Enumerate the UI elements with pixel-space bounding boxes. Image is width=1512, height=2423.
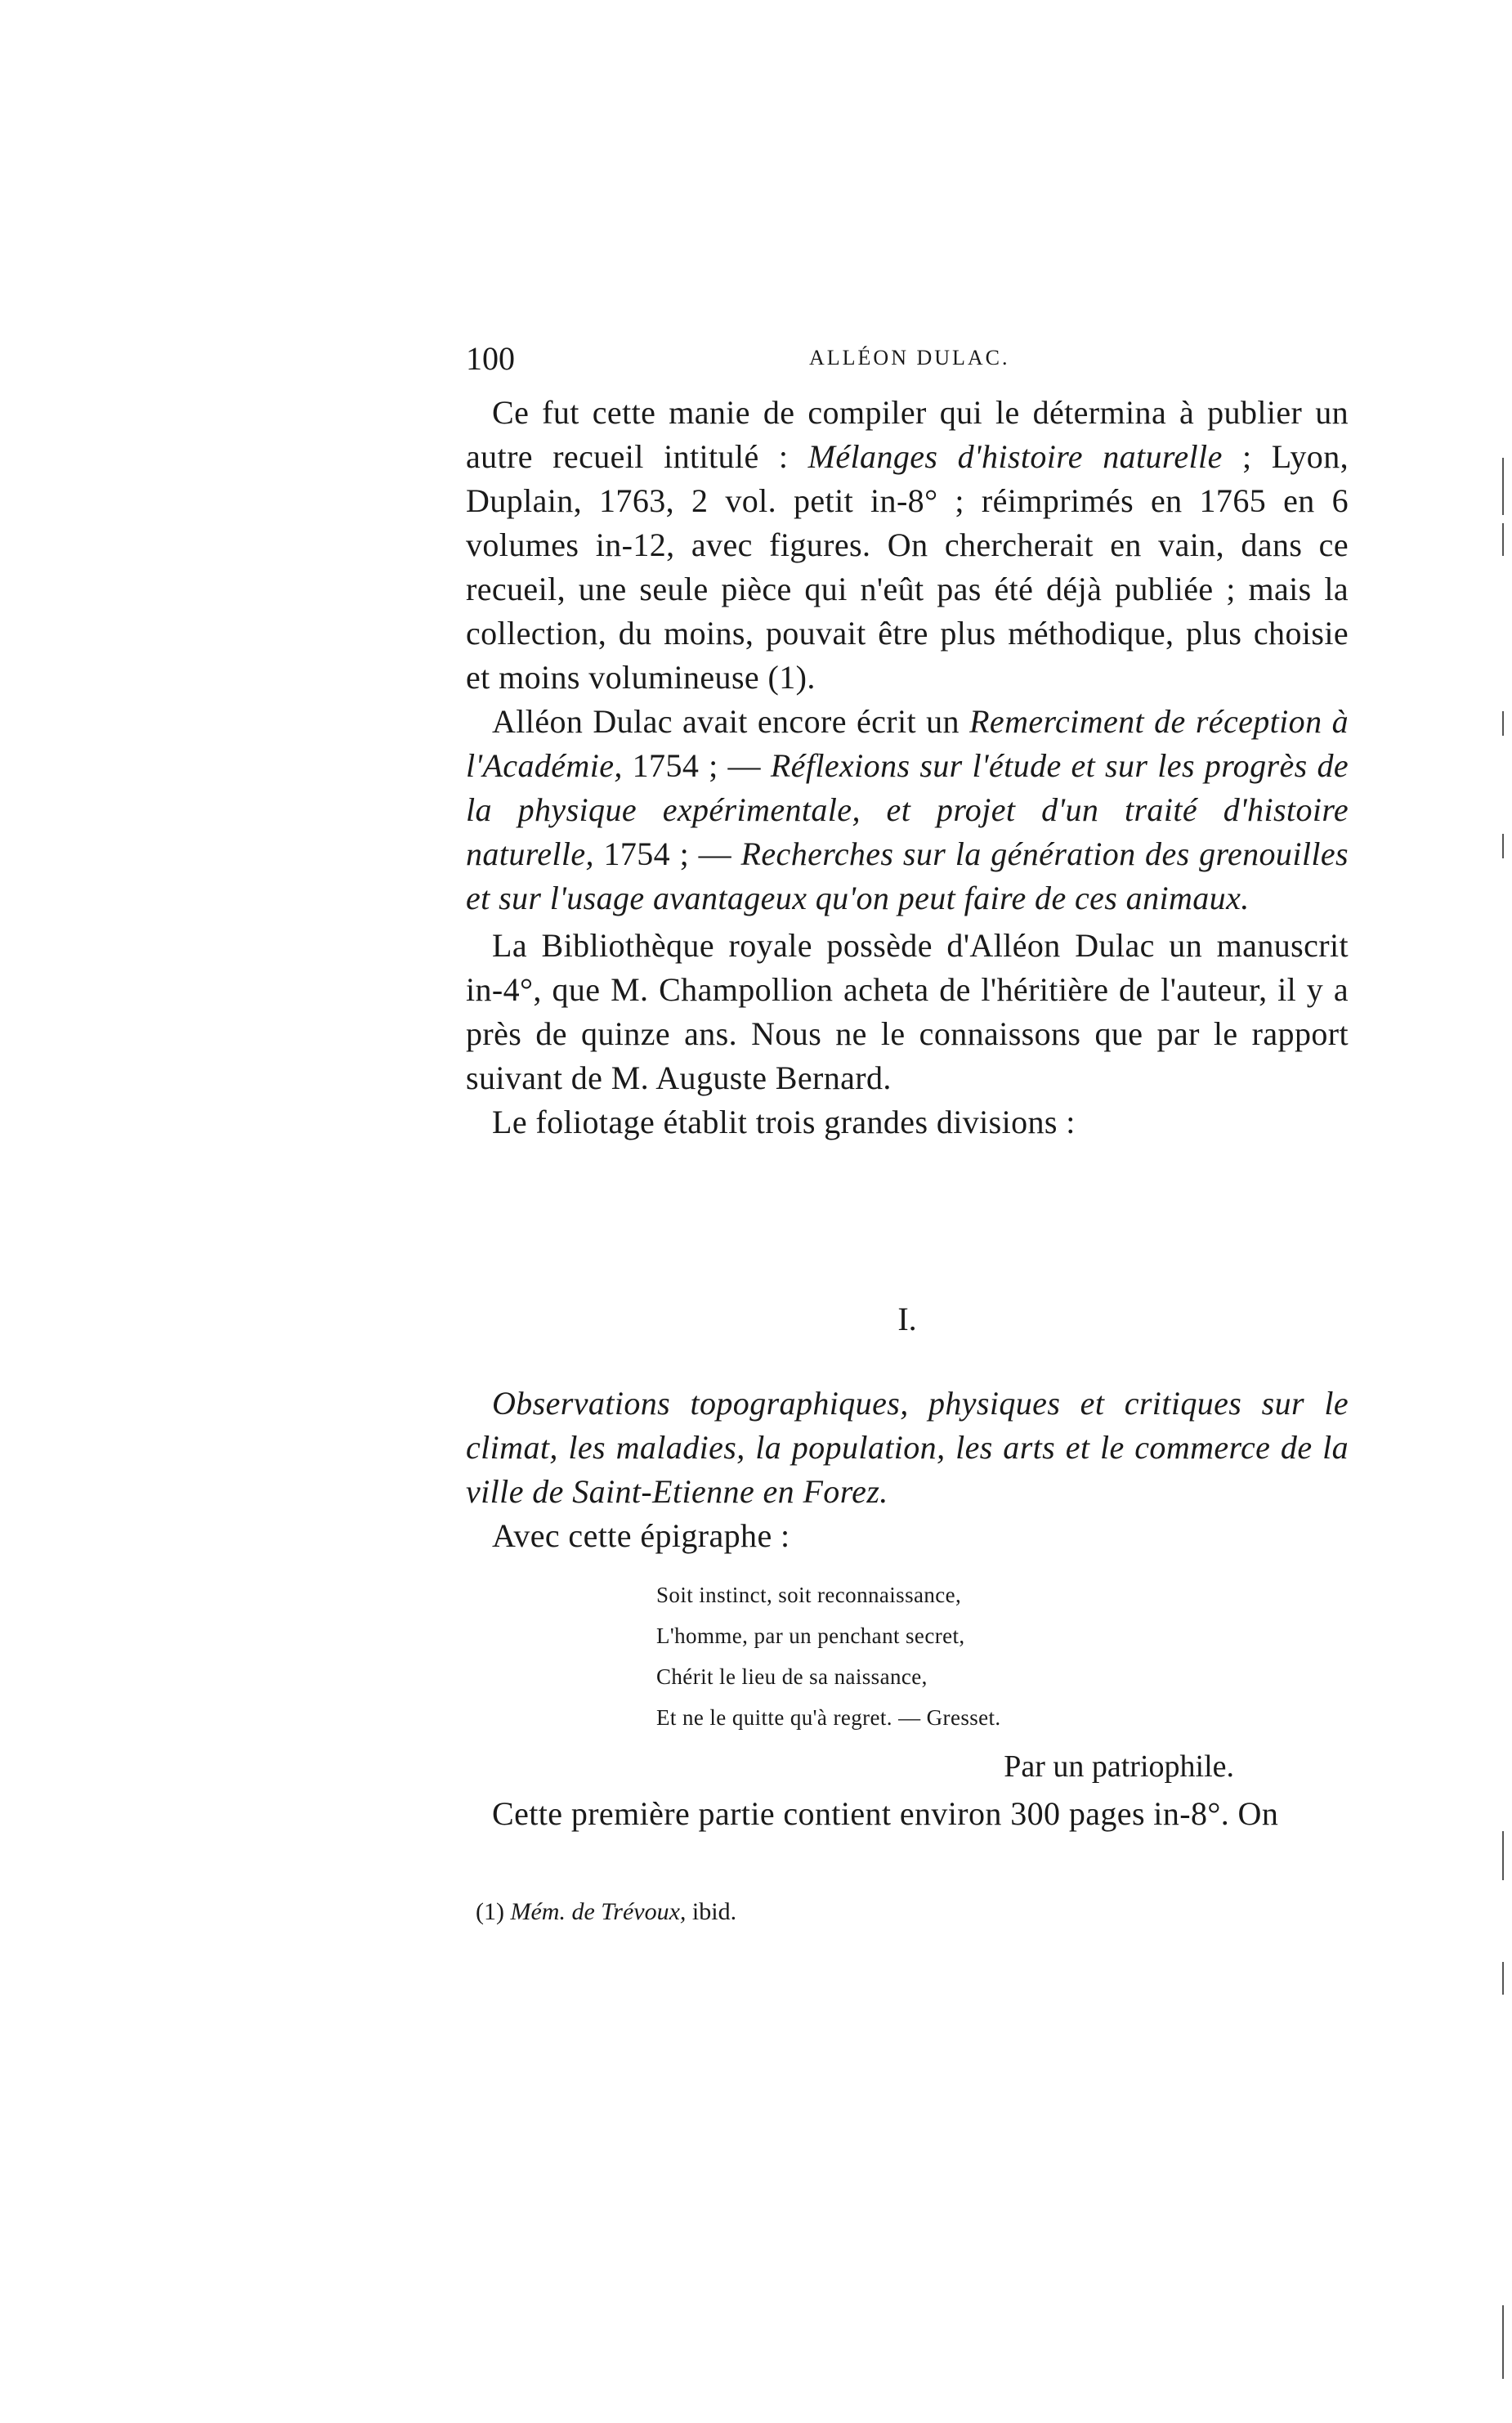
scan-edge-mark: [1502, 523, 1504, 556]
footnote-rest: ibid.: [686, 1898, 737, 1925]
paragraph-4: Le foliotage établit trois grandes divisions :: [492, 1104, 1076, 1140]
work-title-reflexions: Réflexions sur l'étude et sur les progrès de la physique expérimentale, et projet d'un traité d'histoire naturelle,: [466, 747, 1349, 872]
scan-edge-mark: [1502, 2305, 1504, 2379]
paragraph-1: [466, 391, 1349, 700]
poem-line: Soit instinct, soit reconnaissance,: [656, 1583, 962, 1607]
poem-line: Et ne le quitte qu'à regret. — Gresset.: [656, 1705, 1001, 1730]
work-title-remerciment: Remerciment de réception à l'Académie,: [466, 703, 1349, 784]
section-number: I.: [897, 1301, 917, 1337]
paragraph-1-rest: ; Lyon, Duplain, 1763, 2 vol. petit in-8° ; réimprimés en 1765 en 6 volumes in-12, avec figures. On chercherait en vain, dans ce recueil, une seule pièce qui n'eût pas été déjà publiée ; mais la collection, du moins, pouvait être plus méthodique, plus choisie et moins volumineuse (1).: [466, 438, 1349, 696]
paragraph-3: La Bibliothèque royale possède d'Alléon Dulac un manuscrit in-4°, que M. Champollion acheta de l'héritière de l'auteur, il y a près de quinze ans. Nous ne le connaissons que par le rapport suivant de M. Auguste Bernard.: [466, 927, 1349, 1096]
page-header: [466, 339, 1365, 380]
epigraph-intro: Avec cette épigraphe :: [492, 1517, 790, 1554]
poem-line: L'homme, par un penchant secret,: [656, 1624, 965, 1648]
poem-line: Chérit le lieu de sa naissance,: [656, 1664, 928, 1689]
section-title: Observations topographiques, physiques et critiques sur le climat, les maladies, la population, les arts et le commerce de la ville de Saint-Etienne en Forez.: [466, 1385, 1349, 1510]
paragraph-2-start: Alléon Dulac avait encore écrit un: [492, 703, 970, 740]
paragraph-2: [466, 700, 1349, 920]
scan-edge-mark: [1502, 834, 1504, 858]
epigraph-poem: [656, 1574, 1349, 1738]
paragraph-1-text: Ce fut cette manie de compiler qui le détermina à publier un autre recueil intitulé :: [466, 394, 1349, 475]
paragraph-2-mid-1: 1754 ; —: [622, 747, 771, 784]
scan-edge-mark: [1502, 1962, 1504, 1995]
footnote-source: Mém. de Trévoux,: [510, 1898, 687, 1925]
book-title-melanges: Mélanges d'histoire naturelle: [807, 438, 1223, 475]
scan-edge-mark: [1502, 711, 1504, 736]
paragraph-2-mid-2: 1754 ; —: [593, 835, 741, 872]
footnote-marker: (1): [476, 1898, 504, 1925]
paragraph-5: Cette première partie contient environ 300 pages in-8°. On: [492, 1795, 1279, 1832]
running-head: ALLÉON DULAC.: [809, 346, 1010, 369]
work-title-recherches: Recherches sur la génération des grenouilles et sur l'usage avantageux qu'on peut faire de ces animaux.: [466, 835, 1349, 916]
scan-edge-mark: [1502, 458, 1504, 515]
main-text: [466, 391, 1349, 1144]
epigraph-signature: Par un patriophile.: [1004, 1749, 1234, 1784]
footnote: [476, 1898, 736, 1926]
section-one: [466, 1382, 1349, 1836]
page-number: 100: [466, 340, 515, 377]
scan-edge-mark: [1502, 1831, 1504, 1880]
